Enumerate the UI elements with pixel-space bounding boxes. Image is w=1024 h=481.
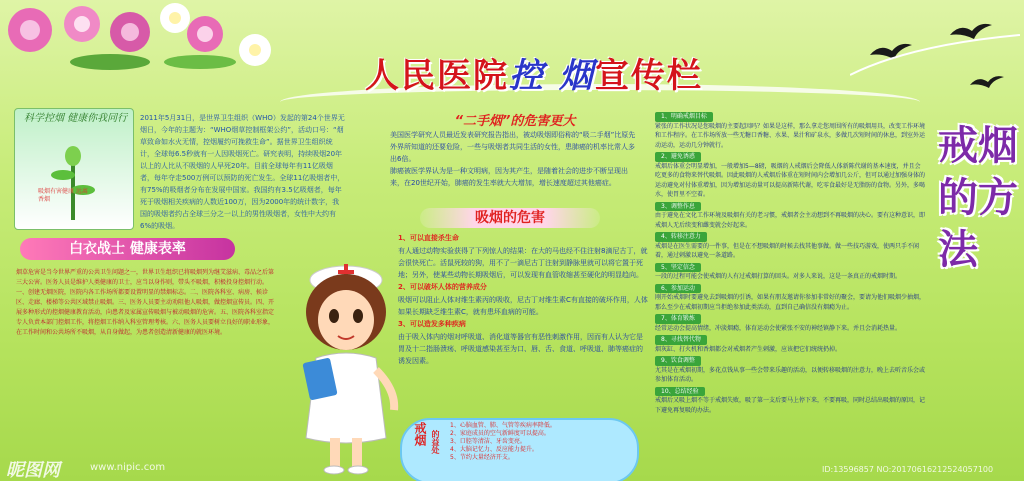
- page-title: 人民医院控 烟宣传栏: [365, 56, 703, 96]
- method-heading-4: 4、转移注意力: [655, 232, 707, 242]
- watermark-brand: 昵图网: [6, 460, 60, 481]
- method-heading-7: 7、体育锻炼: [655, 314, 701, 324]
- secondhand-smoke-heading: “二手烟”的危害更大: [454, 114, 576, 129]
- benefits-title: 戒烟: [413, 422, 427, 446]
- method-text-9: 尤其是在戒烟初期，多花点钱从事一些会带来乐趣的活动，以便转移吸烟的注意力，晚上去听音乐会或参加体育活动。: [655, 366, 926, 383]
- harm-heading-1: 1、可以直接杀生命: [398, 234, 459, 242]
- method-heading-6: 6、参加运动: [655, 284, 701, 294]
- slogan-card-title: 科学控烟 健康你我同行: [24, 113, 128, 124]
- method-heading-10: 10、总结经验: [655, 387, 705, 397]
- smoking-harm-banner: 吸烟的危害: [420, 208, 600, 228]
- method-heading-9: 9、饮食调整: [655, 356, 701, 366]
- secondhand-smoke-para-1: 美国医学研究人员最近发表研究报告指出，被动吸烟即俗称的“吸二手烟”比原先外界所知道的还要危险，一些与吸烟者共同生活的女性，患肺癌的机率比常人多出6倍。: [390, 131, 636, 163]
- harm-text-1: 有人通过动物实验获得了下列惊人的结果：在大的马也经不住注射8滴尼古丁，就会很快死亡。活鼠死较的狗，用不了一滴尼古丁注射到静脉里就可以将它置于死地；另外，使某些动物长期吸烟后，可以发现有血管收缩甚至硬化的明显趋向。: [398, 247, 648, 279]
- method-heading-1: 1、明确戒烟目标: [655, 112, 713, 122]
- right-column: [655, 110, 925, 415]
- quit-methods-vertical-title: 戒烟的方法: [938, 123, 1018, 273]
- list-item: 1、心脑血管、肺、气管等疾病率降低。: [450, 422, 556, 429]
- method-text-5: 一段的过程可能会使戒烟的人有过戒烟打算的回头。对多人来说，这是一条真正的戒烟时期。: [655, 273, 902, 280]
- method-text-3: 由于避免在文化工作环境及吸烟有关的老习惯，戒烟者会主动想到不再吸烟的决心。要有这种意识，即戒烟人无后续变和雌变就会好起来。: [655, 212, 926, 229]
- method-text-4: 戒烟是在医生需要的一件事，但是在不想吸烟的时候去找其他事做。做一些技巧游戏，使两只手不闲着，通过刺激以避免一条道路。: [655, 242, 920, 259]
- method-heading-8: 8、寻找替代物: [655, 335, 707, 345]
- left-section-text: 烟草危害是当今世界严重的公共卫生问题之一，世界卫生组织已将吸烟列为继艾滋病、毒品之后第三大公害。医务人员是维护人类健康的卫士，应当以身作则，带头不吸烟，积极投身控烟行动。一、创建无烟医院，医院内各工作场所都要设置明显的禁烟标志。二、医院各科室、病房、候诊区、走廊、楼梯等公共区域禁止吸烟。三、医务人员要主动劝阻他人吸烟，做控烟宣传员。四、开展多种形式的控烟健康教育活动，向患者及家属宣传吸烟与被动吸烟的危害。五、医院各科室指定专人负责本部门控烟工作，将控烟工作纳入科室管理考核。六、医务人员要树立良好的职业形象，在工作时间和公共场所不吸烟，从自身做起，为患者创造清新健康的就医环境。: [16, 269, 275, 336]
- secondhand-smoke-para-2: 肺癌被医学界认为是一种文明病，因为其产生，是随着社会的进步不断呈现出来，在20世纪开始，肺癌的发生率就大大增加，增长速度超过其他癌症。: [390, 167, 628, 187]
- list-item: 3、口腔等清洁、牙齿变亮。: [450, 438, 526, 445]
- method-text-6: 刚开始戒烟时要避免去到吸烟的引诱，如果有朋友邀请你参加非常好的聚会，要请为他们吸烟少抽烟，那么至少在戒烟初期应当拒绝参加此类活动，直到自己确信没有烟瘾为止。: [655, 294, 926, 311]
- list-item: 2、家庭成员的空气新鲜度可以提高。: [450, 430, 550, 437]
- peony-flowers-icon: [0, 0, 290, 80]
- method-text-1: 紧张的工作状况是您吸烟的主要起因吗？如果是这样，那么拿走您周围所有的吸烟用具，改变工作环境和工作程序。在工作场所放一些无糖口香糖、水果、果汁和矿泉水，多做几次短时间的休息，到室外运动运动，运动几分钟就行。: [655, 122, 926, 149]
- watermark-site: www.nipic.com: [90, 462, 166, 473]
- list-item: 5、节约大量经济开支。: [450, 454, 514, 461]
- method-heading-3: 3、调整作息: [655, 202, 701, 212]
- harm-heading-2: 2、可以破坏人体的营养成分: [398, 283, 487, 291]
- list-item: 4、大脑记忆力、反应能力提升。: [450, 446, 538, 453]
- method-text-10: 戒烟后又吸上烟不等于戒烟失败，吸了第一支后要马上停下来，不要再吸，同时总结出吸烟的原因，记下避免再复吸的办法。: [655, 397, 926, 414]
- method-text-8: 烟灰缸、打火机和香烟都会对戒烟者产生刺激，应该把它们统统扔掉。: [655, 345, 842, 353]
- intro-paragraph: 2011年5月31日，是世界卫生组织（WHO）发起的第24个世界无烟日，今年的主题为：“WHO烟草控制框架公约”，活动口号：“烟草致命如水火无情，控烟履约可挽救生命”。据世界卫生组织统计，全球每6.5秒就有一人因吸烟死亡。研究表明，持续吸烟20年以上的人比从不吸烟的人早死20年。目前全球每年有11亿吸烟者，每年夺走500万例可以预防的死亡发生。全球11亿吸烟者中，有75%的吸烟者分布在发展中国家。我国约有3.5亿吸烟者，每年死于吸烟相关疾病的人数近100万，因为2000年的统计数字，我国的吸烟者约占全球三分之一以上的男性吸烟者，女性中大约有6%的吸烟。: [140, 114, 345, 230]
- benefits-subtitle: 的益处: [431, 430, 440, 454]
- method-heading-2: 2、避免诱惑: [655, 152, 701, 162]
- method-text-2: 戒烟后体重会明显增加，一般增加5—8磅，吸烟的人戒烟后会降低人体新陈代谢的基本速度，并且会吃更多的食物来替代吸烟。因此吸烟的人戒烟后体重在短时间内会增加几公斤，但可以通过加强身体的运动避免对付体重增加，因为增加运动量可以提高新陈代谢，吃零食最好是无脂肪的食物。另外，多喝水，使胃里不空着。: [655, 162, 926, 198]
- harm-heading-3: 3、可以造发多种疾病: [398, 320, 466, 328]
- nurse-illustration-icon: [282, 240, 410, 475]
- watermark-id: ID:13596857 NO:20170616212524057100: [822, 465, 994, 474]
- left-section-banner: 白衣战士 健康表率: [20, 238, 235, 260]
- sprout-icon: [48, 140, 98, 220]
- harm-text-3: 由于吸入体内的烟对呼吸道、消化道等器官有恶性刺激作用，因而有人认为它是胃及十二指肠溃疡、呼吸道感染甚至为口、唇、舌、食道、呼吸道、肺等癌症的诱发因素。: [398, 333, 643, 365]
- smoking-harm-section: [398, 232, 648, 367]
- swallow-birds-icon: [850, 15, 1020, 105]
- slogan-card-subtitle: 吸烟有害健康 远离香烟: [38, 188, 88, 203]
- middle-column: [390, 110, 640, 189]
- method-heading-5: 5、坚定信念: [655, 263, 701, 273]
- harm-text-2: 吸烟可以阻止人体对维生素丙的吸收，尼古丁对维生素C有直接的破坏作用，人体如果长期缺乏维生素C，就有患坏血病的可能。: [398, 296, 648, 316]
- method-text-7: 经常运动会提高情绪，冲淡烟瘾，体育运动会使紧张不安的神经镇静下来。并且会消耗热量。: [655, 324, 902, 332]
- benefits-list: [450, 422, 630, 462]
